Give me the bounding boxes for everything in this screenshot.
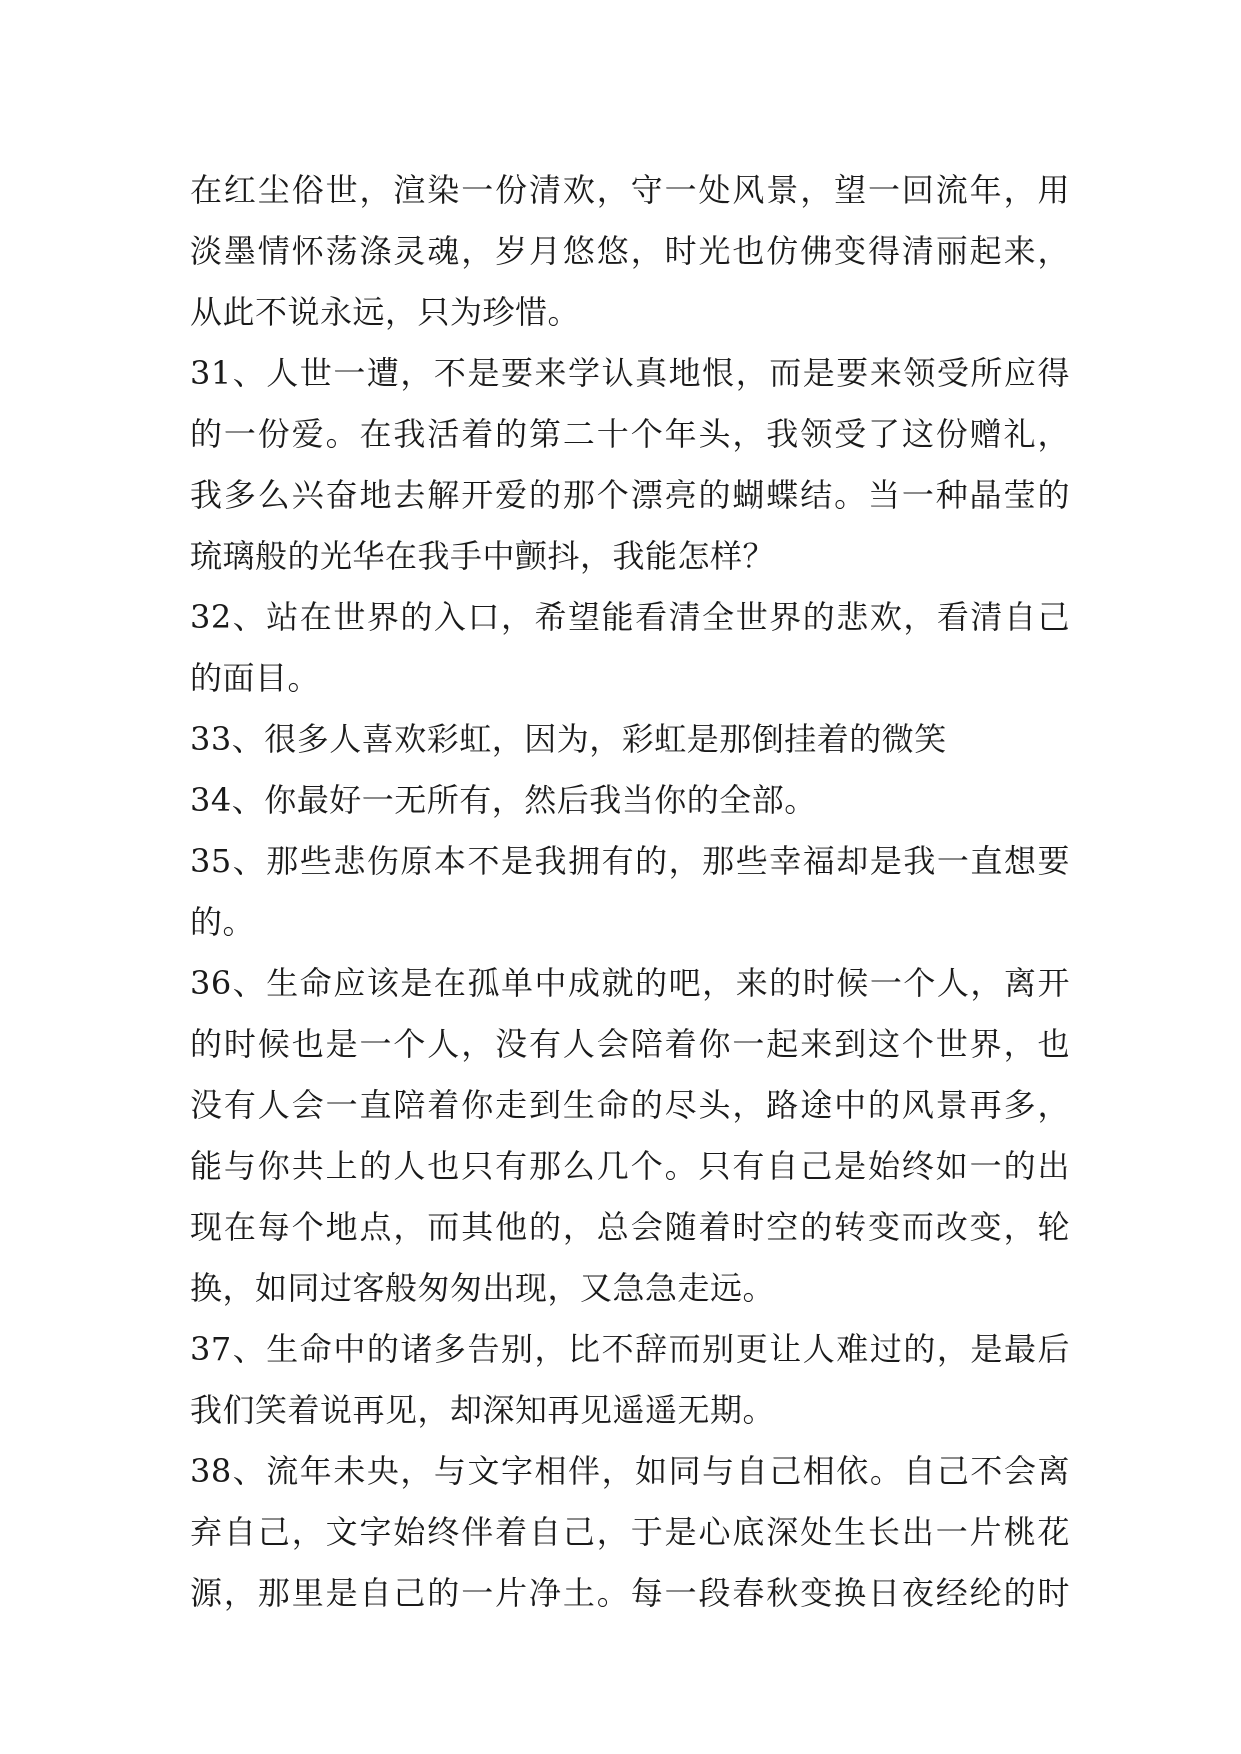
text-line: 从此不说永远，只为珍惜。 [190,293,581,331]
text-line: 现在每个地点，而其他的，总会随着时空的转变而改变，轮 [190,1208,1070,1246]
text-line: 37、生命中的诸多告别，比不辞而别更让人难过的，是最后 [190,1330,1070,1368]
text-line: 淡墨情怀荡涤灵魂，岁月悠悠，时光也仿佛变得清丽起来， [190,232,1070,270]
text-line: 32、站在世界的入口，希望能看清全世界的悲欢，看清自己 [190,598,1070,636]
text-line: 35、那些悲伤原本不是我拥有的，那些幸福却是我一直想要 [190,842,1070,880]
text-line: 38、流年未央，与文字相伴，如同与自己相依。自己不会离 [190,1452,1070,1490]
text-line: 在红尘俗世，渲染一份清欢，守一处风景，望一回流年，用 [190,171,1070,209]
text-line: 没有人会一直陪着你走到生命的尽头，路途中的风景再多， [190,1086,1070,1124]
text-line: 琉璃般的光华在我手中颤抖，我能怎样？ [190,537,776,575]
text-line: 能与你共上的人也只有那么几个。只有自己是始终如一的出 [190,1147,1070,1185]
text-line: 的一份爱。在我活着的第二十个年头，我领受了这份赠礼， [190,415,1070,453]
document-body [190,160,1070,1624]
text-line: 的时候也是一个人，没有人会陪着你一起来到这个世界，也 [190,1025,1070,1063]
text-line: 我们笑着说再见，却深知再见遥遥无期。 [190,1391,776,1429]
text-line: 31、人世一遭，不是要来学认真地恨，而是要来领受所应得 [190,354,1070,392]
text-line: 弃自己，文字始终伴着自己，于是心底深处生长出一片桃花 [190,1513,1070,1551]
text-line: 33、很多人喜欢彩虹，因为，彩虹是那倒挂着的微笑 [190,720,947,758]
text-line: 的。 [190,903,256,941]
text-line: 36、生命应该是在孤单中成就的吧，来的时候一个人，离开 [190,964,1070,1002]
text-line: 我多么兴奋地去解开爱的那个漂亮的蝴蝶结。当一种晶莹的 [190,476,1070,514]
text-line: 的面目。 [190,659,321,697]
text-line: 换，如同过客般匆匆出现，又急急走远。 [190,1269,776,1307]
text-line: 源，那里是自己的一片净土。每一段春秋变换日夜经纶的时 [190,1574,1070,1612]
text-line: 34、你最好一无所有，然后我当你的全部。 [190,781,817,819]
